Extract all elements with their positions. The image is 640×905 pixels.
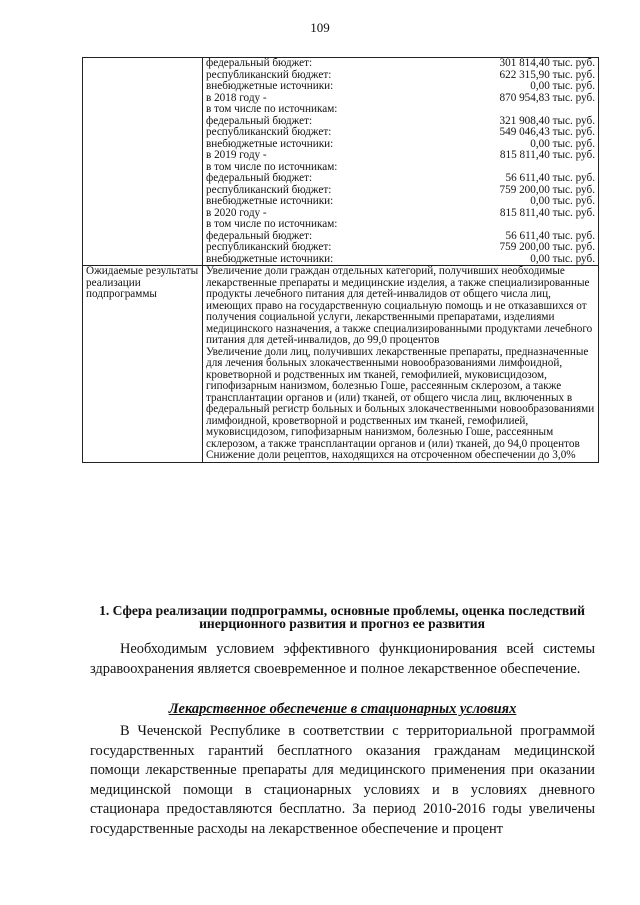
financing-amount: 0,00 тыс. руб. — [530, 137, 595, 150]
financing-source-label: республиканский бюджет: — [206, 183, 332, 196]
results-row — [83, 266, 599, 463]
financing-amount: 56 611,40 тыс. руб. — [505, 229, 595, 242]
financing-source-label: в 2018 году - — [206, 91, 267, 104]
financing-row-item — [206, 150, 595, 162]
financing-source-label: внебюджетные источники: — [206, 252, 334, 265]
intro-paragraph: Необходимым условием эффективного функционирования всей системы здравоохранения является своевременное и полное лекарственное обеспечение. — [90, 641, 595, 677]
financing-source-label: федеральный бюджет: — [206, 57, 313, 69]
financing-source-label: в 2020 году - — [206, 206, 267, 219]
financing-source-label: республиканский бюджет: — [206, 68, 332, 81]
financing-row — [83, 58, 599, 266]
financing-source-label: внебюджетные источники: — [206, 137, 334, 150]
financing-row-item — [206, 104, 595, 116]
financing-row-item — [206, 196, 595, 208]
financing-source-label: внебюджетные источники: — [206, 80, 334, 92]
financing-source-label: республиканский бюджет: — [206, 126, 332, 138]
financing-label-cell — [83, 58, 203, 266]
financing-source-label: федеральный бюджет: — [206, 229, 313, 242]
financing-source-label: в том числе по источникам: — [206, 218, 338, 230]
financing-source-label: федеральный бюджет: — [206, 172, 313, 184]
financing-source-label: в том числе по источникам: — [206, 103, 338, 115]
financing-row-item — [206, 242, 595, 254]
financing-source-label: республиканский бюджет: — [206, 241, 332, 253]
financing-amount: 301 814,40 тыс. руб. — [499, 57, 595, 69]
financing-amount: 759 200,00 тыс. руб. — [499, 183, 595, 196]
financing-amount: 549 046,43 тыс. руб. — [499, 126, 595, 138]
financing-list — [206, 58, 595, 265]
result-item: Снижение доли рецептов, находящихся на отсроченном обеспечении до 3,0% — [206, 449, 576, 461]
subsection-heading: Лекарственное обеспечение в стационарных условиях — [168, 701, 517, 717]
result-item: Увеличение доли граждан отдельных категорий, получивших необходимые лекарственные препараты и медицинские изделия, а также специализированные продукты лечебного питания для детей-инвалидов от общего числа лиц, имеющих право на государственную социальную помощь и не отказавшихся от получения социальной услуги, лекарственными препаратами, изделиями медицинского назначения, а также специализированными продуктами лечебного питания для детей-инвалидов, до 99,0 процентов — [206, 265, 593, 346]
financing-amount: 0,00 тыс. руб. — [530, 195, 595, 207]
financing-source-label: федеральный бюджет: — [206, 114, 313, 127]
results-cell — [203, 266, 599, 463]
financing-amount: 759 200,00 тыс. руб. — [499, 241, 595, 253]
body-paragraph: В Чеченской Республике в соответствии с территориальной программой государственных гарантий бесплатного оказания гражданам медицинской помощи лекарственные препараты для медицинского применения при оказании медицинской помощи в стационарных условиях и в условиях дневного стационара предоставляются бесплатно. За период 2010-2016 годы увеличены государственные расходы на лекарственное обеспечение и процент — [90, 723, 595, 837]
results-label: Ожидаемые результаты реализации подпрограммы — [83, 266, 203, 463]
financing-amount: 0,00 тыс. руб. — [530, 252, 595, 265]
financing-row-item — [206, 81, 595, 93]
financing-amount: 0,00 тыс. руб. — [530, 80, 595, 92]
passport-table — [82, 57, 599, 463]
financing-cell — [203, 58, 599, 266]
financing-amount: 815 811,40 тыс. руб. — [499, 149, 595, 161]
financing-row-item — [206, 173, 595, 185]
financing-amount: 622 315,90 тыс. руб. — [499, 68, 595, 81]
page-number: 109 — [310, 20, 330, 35]
section-heading: 1. Сфера реализации подпрограммы, основные проблемы, оценка последствий инерционного развития и прогноз ее развития — [99, 603, 585, 631]
financing-amount: 815 811,40 тыс. руб. — [499, 206, 595, 219]
financing-row-item — [206, 127, 595, 139]
financing-amount: 321 908,40 тыс. руб. — [499, 114, 595, 127]
financing-row-item — [206, 219, 595, 231]
financing-source-label: в том числе по источникам: — [206, 160, 338, 173]
financing-source-label: в 2019 году - — [206, 149, 267, 161]
result-item: Увеличение доли лиц, получивших лекарственные препараты, предназначенные для лечения больных злокачественными новообразованиями лимфоидной, кроветворной и родственных им тканей, гемофилией, муковисцидозом, гипофизарным нанизмом, болезнью Гоше, рассеянным склерозом, а также трансплантации органов и (или) тканей, от общего числа лиц, включенных в федеральный регистр больных и больных злокачественными новообразованиями лимфоидной, кроветворной и родственных им тканей, гемофилией, муковисцидозом, гипофизарным нанизмом, болезнью Гоше, рассеянным склерозом, а также трансплантации органов и (или) тканей, до 94,0 процентов — [206, 345, 595, 450]
financing-amount: 56 611,40 тыс. руб. — [505, 172, 595, 184]
financing-row-item — [206, 58, 595, 70]
financing-amount: 870 954,83 тыс. руб. — [499, 91, 595, 104]
financing-source-label: внебюджетные источники: — [206, 195, 334, 207]
financing-row-item — [206, 254, 595, 266]
